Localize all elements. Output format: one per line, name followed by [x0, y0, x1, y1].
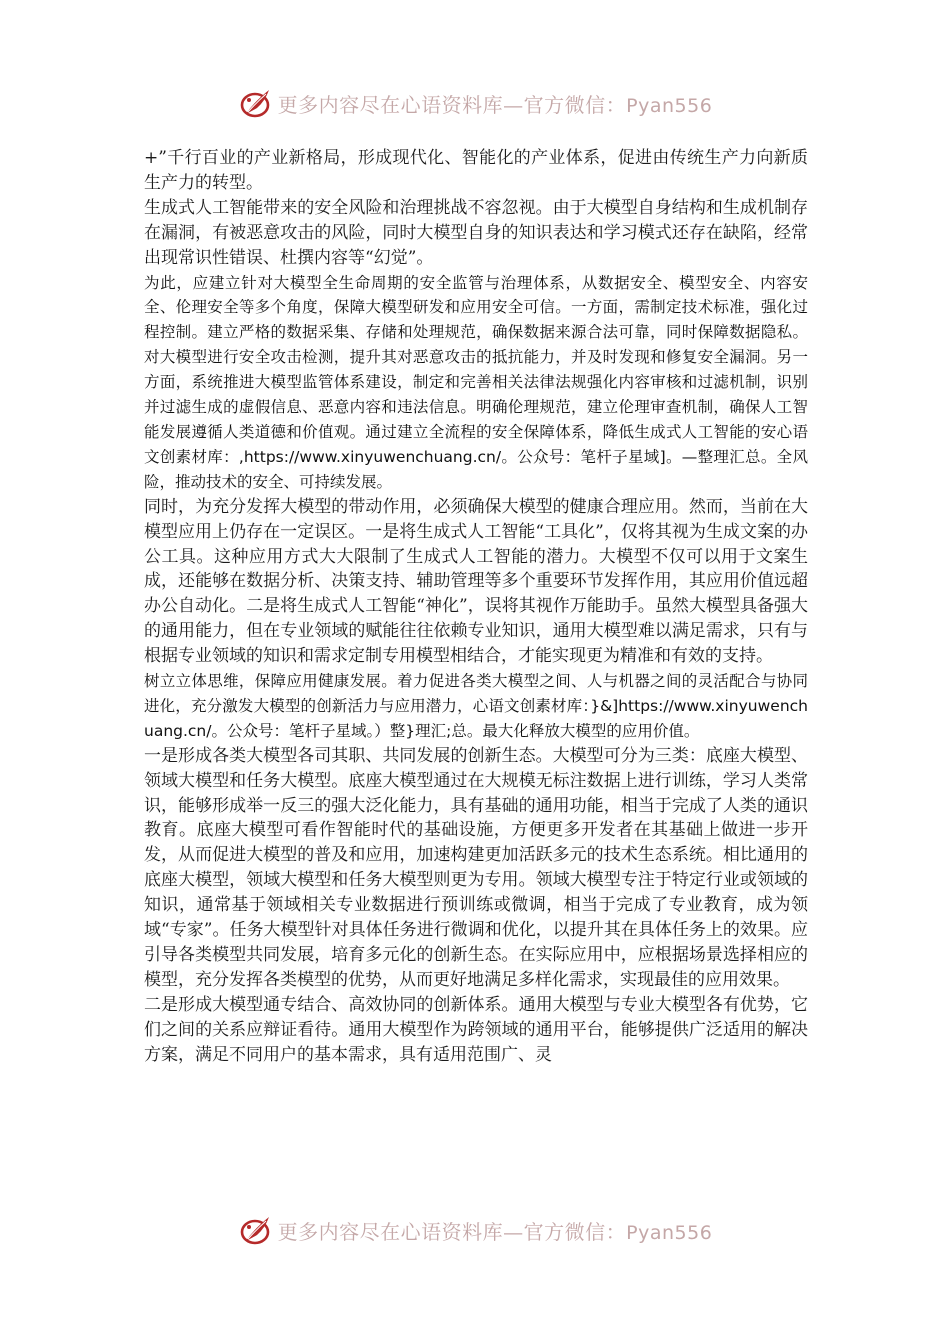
quill-logo-icon — [238, 1212, 274, 1248]
banner-wechat-id: Pyan556 — [626, 1221, 713, 1244]
banner-text — [278, 89, 713, 118]
banner-text-footer — [278, 1216, 713, 1245]
banner-separator: — — [503, 92, 524, 117]
footer-banner — [0, 1210, 950, 1250]
banner-slogan: 更多内容尽在心语资料库 — [277, 92, 504, 117]
paragraph-5: 树立立体思维，保障应用健康发展。着力促进各类大模型之间、人与机器之间的灵活配合与协同进化，充分激发大模型的创新活力与应用潜力，心语文创素材库：}&]https://www.xinyuwenchuang.cn/。公众号：笔杆子星域。）整}理汇;总。最大化释放大模型的应用价值。 — [144, 672, 808, 740]
paragraph-7: 二是形成大模型通专结合、高效协同的创新体系。通用大模型与专业大模型各有优势，它们之间的关系应辩证看待。通用大模型作为跨领域的通用平台，能够提供广泛适用的解决方案，满足不同用户的基本需求，具有适用范围广、灵 — [144, 994, 808, 1065]
banner-slogan: 更多内容尽在心语资料库 — [277, 1219, 504, 1244]
paragraph-4: 同时，为充分发挥大模型的带动作用，必须确保大模型的健康合理应用。然而，当前在大模型应用上仍存在一定误区。一是将生成式人工智能“工具化”，仅将其视为生成文案的办公工具。这种应用方式大大限制了生成式人工智能的潜力。大模型不仅可以用于文案生成，还能够在数据分析、决策支持、辅助管理等多个重要环节发挥作用，其应用价值远超办公自动化。二是将生成式人工智能“神化”，误将其视作万能助手。虽然大模型具备强大的通用能力，但在专业领域的赋能往往依赖专业知识，通用大模型难以满足需求，只有与根据专业领域的知识和需求定制专用模型相结合，才能实现更为精准和有效的支持。 — [144, 496, 808, 667]
banner-content — [238, 85, 713, 121]
banner-wechat-id: Pyan556 — [626, 94, 713, 117]
document-body — [144, 146, 808, 1068]
banner-content-footer — [238, 1212, 713, 1248]
quill-logo-icon — [238, 85, 274, 121]
banner-wechat-label: 官方微信： — [523, 92, 627, 117]
header-banner — [0, 83, 950, 123]
paragraph-3: 为此，应建立针对大模型全生命周期的安全监管与治理体系，从数据安全、模型安全、内容安全、伦理安全等多个角度，保障大模型研发和应用安全可信。一方面，需制定技术标准，强化过程控制。建立严格的数据采集、存储和处理规范，确保数据来源合法可靠，同时保障数据隐私。对大模型进行安全攻击检测，提升其对恶意攻击的抵抗能力，并及时发现和修复安全漏洞。另一方面，系统推进大模型监管体系建设，制定和完善相关法律法规强化内容审核和过滤机制，识别并过滤生成的虚假信息、恶意内容和违法信息。明确伦理规范，建立伦理审查机制，确保人工智能发展遵循人类道德和价值观。通过建立全流程的安全保障体系，降低生成式人工智能的安心语文创素材库：,https://www.xinyuwenchuang.cn/。公众号：笔杆子星域]。—整理汇总。全风险，推动技术的安全、可持续发展。 — [144, 273, 808, 491]
paragraph-6: 一是形成各类大模型各司其职、共同发展的创新生态。大模型可分为三类：底座大模型、领域大模型和任务大模型。底座大模型通过在大规模无标注数据上进行训练，学习人类常识，能够形成举一反三的强大泛化能力，具有基础的通用功能，相当于完成了人类的通识教育。底座大模型可看作智能时代的基础设施，方便更多开发者在其基础上做进一步开发，从而促进大模型的普及和应用，加速构建更加活跃多元的技术生态系统。相比通用的底座大模型，领域大模型和任务大模型则更为专用。领域大模型专注于特定行业或领域的知识，通常基于领域相关专业数据进行预训练或微调，相当于完成了专业教育，成为领域“专家”。任务大模型针对具体任务进行微调和优化，以提升其在具体任务上的效果。应引导各类模型共同发展，培育多元化的创新生态。在实际应用中，应根据场景选择相应的模型，充分发挥各类模型的优势，从而更好地满足多样化需求，实现最佳的应用效果。 — [144, 745, 808, 990]
paragraph-2: 生成式人工智能带来的安全风险和治理挑战不容忽视。由于大模型自身结构和生成机制存在漏洞，有被恶意攻击的风险，同时大模型自身的知识表达和学习模式还存在缺陷，经常出现常识性错误、杜撰内容等“幻觉”。 — [144, 197, 808, 268]
paragraph-1: +”千行百业的产业新格局，形成现代化、智能化的产业体系，促进由传统生产力向新质生产力的转型。 — [144, 148, 808, 193]
banner-separator: — — [503, 1219, 524, 1244]
banner-wechat-label: 官方微信： — [523, 1219, 627, 1244]
